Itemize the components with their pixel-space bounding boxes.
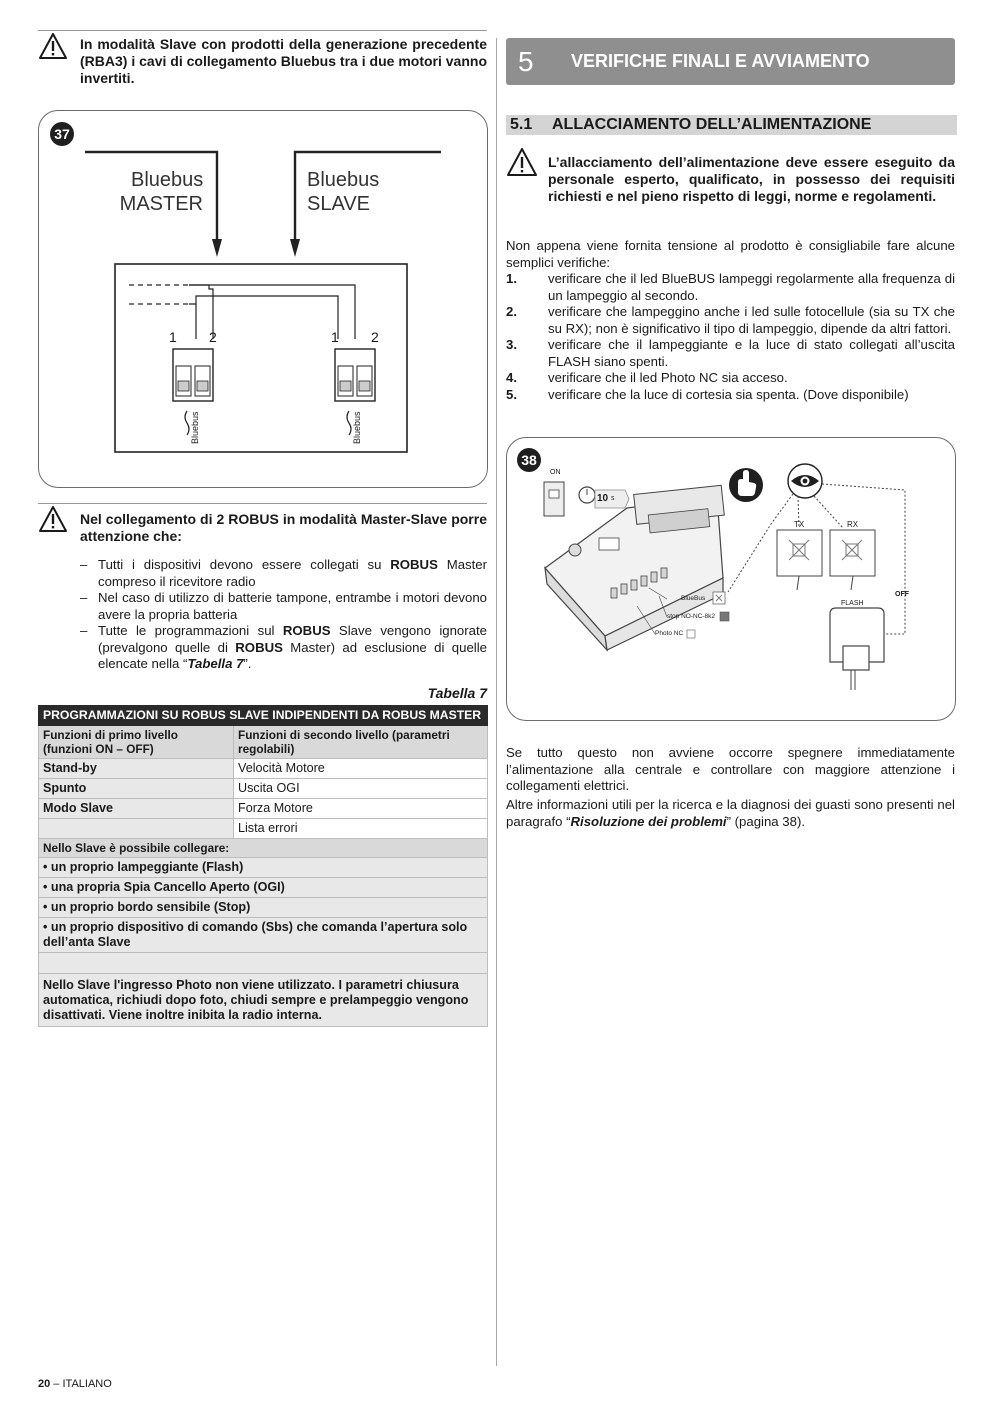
warning-icon	[506, 147, 538, 177]
flash-label: FLASH	[841, 600, 864, 607]
master-slave-list	[78, 557, 487, 673]
subsection-title: ALLACCIAMENTO DELL’ALIMENTAZIONE	[552, 116, 872, 133]
column-header: Funzioni di secondo livello (parametri regolabili)	[234, 726, 488, 759]
list-item: – Tutte le programmazioni sul ROBUS Slave vengono ignorate (prevalgono quelle di ROBUS Master) ad esclusione di quelle elencate nella “Tabella 7”.	[78, 623, 487, 673]
table-row: Lista errori	[39, 819, 488, 839]
figure-number: 38	[517, 448, 541, 472]
subsection-header	[506, 115, 957, 135]
subsection-number: 5.1	[510, 116, 533, 133]
off-label: OFF	[895, 591, 909, 598]
intro-paragraph: Non appena viene fornita tensione al prodotto è consigliabile fare alcune semplici verifiche:	[506, 238, 955, 270]
table-row: Stand-by Velocità Motore	[39, 759, 488, 779]
list-item: 4. verificare che il led Photo NC sia acceso.	[506, 370, 788, 385]
table-row: • una propria Spia Cancello Aperto (OGI)	[39, 878, 488, 898]
table-caption: Tabella 7	[427, 685, 487, 701]
list-item: 2. verificare che lampeggino anche i led sulle fotocellule (sia su TX che su RX); non è significativo il tipo di lampeggio, dipende da altri fattori.	[506, 304, 955, 336]
warning-rba3: In modalità Slave con prodotti della generazione precedente (RBA3) i cavi di collegamento Bluebus tra i due motori vanno invertiti.	[80, 36, 487, 86]
warning-icon	[38, 32, 68, 60]
section-number: 5	[518, 46, 534, 77]
closing-paragraph-2: Altre informazioni utili per la ricerca e la diagnosi dei guasti sono presenti nel paragrafo “Risoluzione dei problemi” (pagina 38).	[506, 797, 955, 829]
table-row: • un proprio dispositivo di comando (Sbs) che comanda l’apertura solo dell’anta Slave	[39, 918, 488, 953]
terminal-label-1: 1	[169, 329, 177, 345]
table-row: Modo Slave Forza Motore	[39, 799, 488, 819]
terminal-label-1: 1	[331, 329, 339, 345]
figure-number: 37	[50, 122, 74, 146]
bluebus-led-label: BlueBus	[681, 595, 706, 602]
bluebus-terminal-label: Bluebus	[352, 411, 362, 444]
control-unit-illustration	[507, 438, 955, 720]
column-divider	[496, 38, 497, 1366]
slave-header: Nello Slave è possibile collegare:	[39, 839, 488, 858]
bluebus-slave-label: Bluebus SLAVE	[307, 169, 380, 215]
timer-value: 10	[597, 493, 609, 504]
table-7	[38, 705, 488, 1027]
photo-led-label: Photo NC	[655, 630, 684, 637]
bluebus-master-label: Bluebus MASTER	[119, 169, 204, 215]
terminal-label-2: 2	[209, 329, 217, 345]
verification-steps	[506, 271, 955, 403]
table-title: PROGRAMMAZIONI SU ROBUS SLAVE INDIPENDENTI DA ROBUS MASTER	[39, 706, 488, 726]
rx-label: RX	[847, 520, 859, 529]
top-rule-left	[38, 30, 487, 31]
table-row: Spunto Uscita OGI	[39, 779, 488, 799]
wiring-diagram	[39, 111, 487, 487]
figure-37	[38, 110, 488, 488]
column-header: Funzioni di primo livello (funzioni ON – OFF)	[39, 726, 234, 759]
section-title: VERIFICHE FINALI E AVVIAMENTO	[571, 51, 870, 71]
table-spacer-row	[39, 953, 488, 974]
table-note: Nello Slave l'ingresso Photo non viene utilizzato. I parametri chiusura automatica, richiudi dopo foto, chiudi sempre e prelampeggio vengono disattivati. Viene inoltre inibita la radio interna.	[39, 974, 488, 1027]
terminal-label-2: 2	[371, 329, 379, 345]
section-header	[506, 38, 955, 85]
list-item: – Tutti i dispositivi devono essere collegati su ROBUS Master compreso il ricevitore radio	[78, 557, 487, 590]
warning-power: L’allacciamento dell’alimentazione deve essere eseguito da personale esperto, qualificato, in possesso dei requisiti richiesti e nel pieno rispetto di leggi, norme e regolamenti.	[548, 154, 955, 204]
table-row: • un proprio lampeggiante (Flash)	[39, 858, 488, 878]
closing-paragraph: Se tutto questo non avviene occorre spegnere immediatamente l’alimentazione alla centrale e controllare con maggiore attenzione i collegamenti elettrici.	[506, 745, 955, 793]
tx-label: TX	[794, 520, 805, 529]
page-footer: 20 – ITALIANO	[38, 1378, 112, 1390]
timer-unit: s	[611, 495, 615, 502]
list-item: – Nel caso di utilizzo di batterie tampone, entrambe i motori devono avere la propria batteria	[78, 590, 487, 623]
on-label: ON	[550, 469, 561, 476]
warning-master-slave: Nel collegamento di 2 ROBUS in modalità Master-Slave porre attenzione che:	[80, 511, 487, 544]
rule-warning2	[38, 503, 487, 504]
list-item: 5. verificare che la luce di cortesia sia spenta. (Dove disponibile)	[506, 386, 909, 402]
stop-led-label: stop NO-NC-8k2	[667, 613, 716, 620]
figure-38	[506, 437, 956, 721]
list-item: 1. verificare che il led BlueBUS lampeggi regolarmente alla frequenza di un lampeggio al secondo.	[506, 271, 955, 303]
table-row: • un proprio bordo sensibile (Stop)	[39, 898, 488, 918]
list-item: 3. verificare che il lampeggiante e la luce di stato collegati all’uscita FLASH siano spenti.	[506, 337, 955, 369]
bluebus-terminal-label: Bluebus	[190, 411, 200, 444]
warning-icon	[38, 505, 68, 533]
